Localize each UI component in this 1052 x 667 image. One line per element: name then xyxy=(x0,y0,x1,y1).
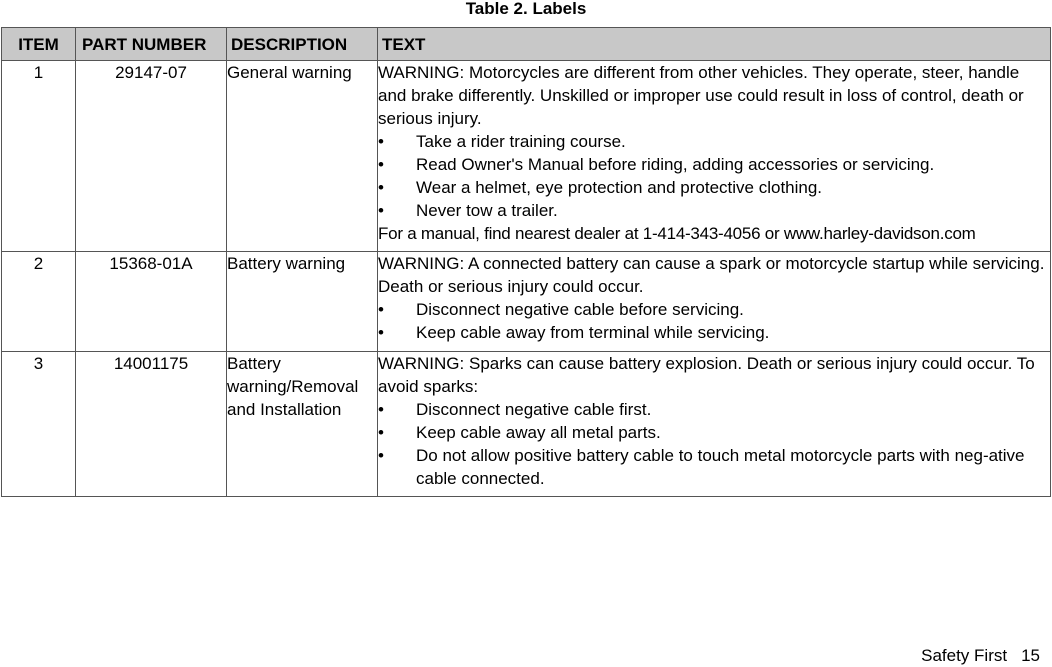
description-cell: Battery warning/Removal and Installation xyxy=(227,352,378,497)
bullet-icon: • xyxy=(378,201,384,220)
column-header-description: DESCRIPTION xyxy=(227,28,378,61)
list-item xyxy=(378,130,1050,153)
bullet-icon: • xyxy=(378,132,384,151)
text-cell xyxy=(378,252,1051,352)
part-number-cell: 15368-01A xyxy=(76,252,227,352)
bullet-icon: • xyxy=(378,323,384,342)
list-item-text: Take a rider training course. xyxy=(416,132,626,151)
text-cell xyxy=(378,352,1051,497)
list-item xyxy=(378,444,1050,490)
page-footer xyxy=(921,646,1040,666)
bullet-list xyxy=(378,130,1050,222)
bullet-icon: • xyxy=(378,300,384,319)
bullet-icon: • xyxy=(378,400,384,419)
bullet-icon: • xyxy=(378,155,384,174)
part-number-cell: 14001175 xyxy=(76,352,227,497)
item-cell: 1 xyxy=(2,61,76,252)
dealer-footnote: For a manual, find nearest dealer at 1-414-343-4056 or www.harley-davidson.com xyxy=(378,224,976,243)
bullet-icon: • xyxy=(378,446,384,465)
warning-text: WARNING: Sparks can cause battery explosion. Death or serious injury could occur. To avoid sparks: xyxy=(378,354,1035,396)
list-item xyxy=(378,398,1050,421)
list-item-text: Never tow a trailer. xyxy=(416,201,558,220)
item-cell: 2 xyxy=(2,252,76,352)
list-item-text: Disconnect negative cable before servicing. xyxy=(416,300,744,319)
list-item xyxy=(378,298,1050,321)
table-title: Table 2. Labels xyxy=(465,0,587,18)
list-item xyxy=(378,176,1050,199)
list-item-text: Read Owner's Manual before riding, adding accessories or servicing. xyxy=(416,155,935,174)
list-item-text: Keep cable away all metal parts. xyxy=(416,423,661,442)
footer-section-title: Safety First xyxy=(921,646,1008,665)
list-item-text: Keep cable away from terminal while servicing. xyxy=(416,323,770,342)
list-item xyxy=(378,321,1050,344)
column-header-text: TEXT xyxy=(378,28,1051,61)
text-cell xyxy=(378,61,1051,252)
bullet-icon: • xyxy=(378,178,384,197)
list-item xyxy=(378,199,1050,222)
column-header-part-number: PART NUMBER xyxy=(76,28,227,61)
column-header-item: ITEM xyxy=(2,28,76,61)
labels-table xyxy=(1,27,1051,497)
list-item-text: Wear a helmet, eye protection and protective clothing. xyxy=(416,178,823,197)
warning-text: WARNING: A connected battery can cause a spark or motorcycle startup while servicing. Death or serious injury could occur. xyxy=(378,254,1045,296)
table-row xyxy=(2,61,1051,252)
table-row xyxy=(2,252,1051,352)
bullet-list xyxy=(378,398,1050,490)
description-cell: Battery warning xyxy=(227,252,378,352)
list-item-text: Disconnect negative cable first. xyxy=(416,400,652,419)
item-cell: 3 xyxy=(2,352,76,497)
table-row xyxy=(2,352,1051,497)
list-item-text: Do not allow positive battery cable to touch metal motorcycle parts with neg-ative cable connected. xyxy=(416,446,1025,488)
page-number: 15 xyxy=(1021,646,1040,665)
description-cell: General warning xyxy=(227,61,378,252)
list-item xyxy=(378,153,1050,176)
bullet-list xyxy=(378,298,1050,344)
part-number-cell: 29147-07 xyxy=(76,61,227,252)
header-row xyxy=(2,28,1051,61)
warning-text: WARNING: Motorcycles are different from other vehicles. They operate, steer, handle and brake differently. Unskilled or improper use could result in loss of control, death or serious injury. xyxy=(378,63,1024,128)
list-item xyxy=(378,421,1050,444)
bullet-icon: • xyxy=(378,423,384,442)
